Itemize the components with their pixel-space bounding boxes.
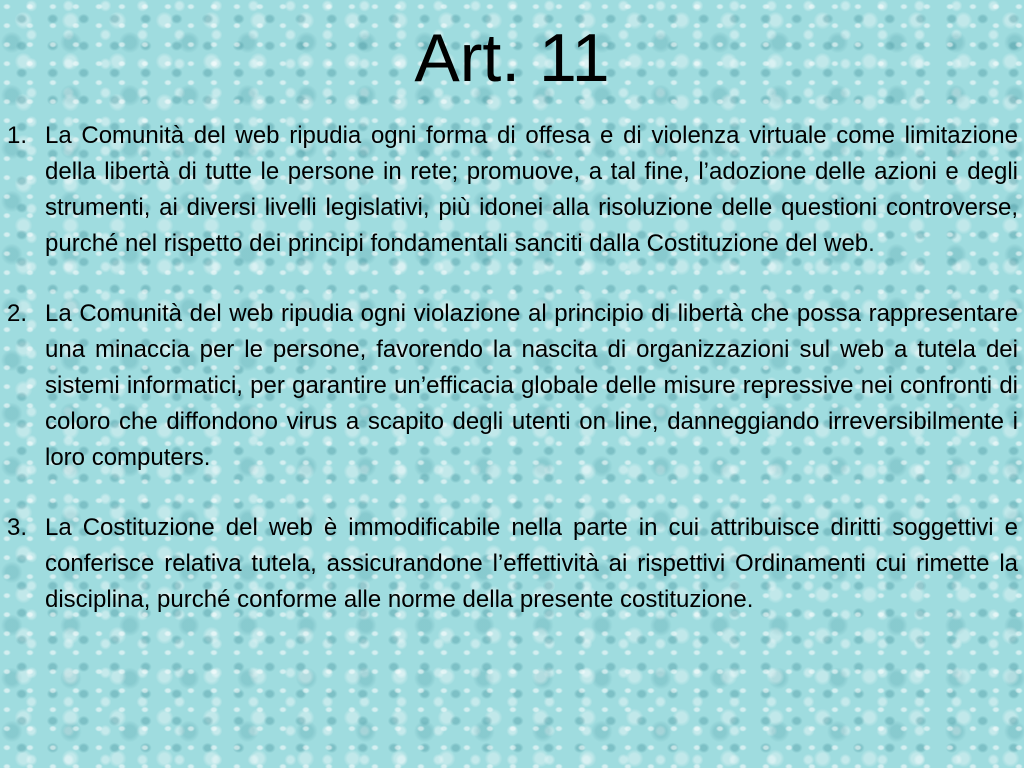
article-text: La Comunità del web ripudia ogni violazione al principio di libertà che possa rappresentare una minaccia per le persone, favorendo la nascita di organizzazioni sul web a tutela dei sistemi informatici, per garantire un’efficacia globale delle misure repressive nei confronti di coloro che diffondono virus a scapito degli utenti on line, danneggiando irreversibilmente i loro computers. <box>45 300 1018 471</box>
article-number: 3. <box>7 514 28 541</box>
slide-title: Art. 11 <box>414 20 610 96</box>
article-item <box>0 118 1024 262</box>
article-number: 1. <box>7 122 28 149</box>
article-item <box>0 296 1024 476</box>
article-text: La Costituzione del web è immodificabile nella parte in cui attribuisce diritti soggettivi e conferisce relativa tutela, assicurandone l’effettività ai rispettivi Ordinamenti cui rimette la disciplina, purché conforme alle norme della presente costituzione. <box>45 514 1018 613</box>
article-list <box>0 118 1024 618</box>
article-text: La Comunità del web ripudia ogni forma di offesa e di violenza virtuale come limitazione della libertà di tutte le persone in rete; promuove, a tal fine, l’adozione delle azioni e degli strumenti, ai diversi livelli legislativi, più idonei alla risoluzione delle questioni controverse, purché nel rispetto dei principi fondamentali sanciti dalla Costituzione del web. <box>45 122 1018 257</box>
article-number: 2. <box>7 300 28 327</box>
article-item <box>0 510 1024 618</box>
